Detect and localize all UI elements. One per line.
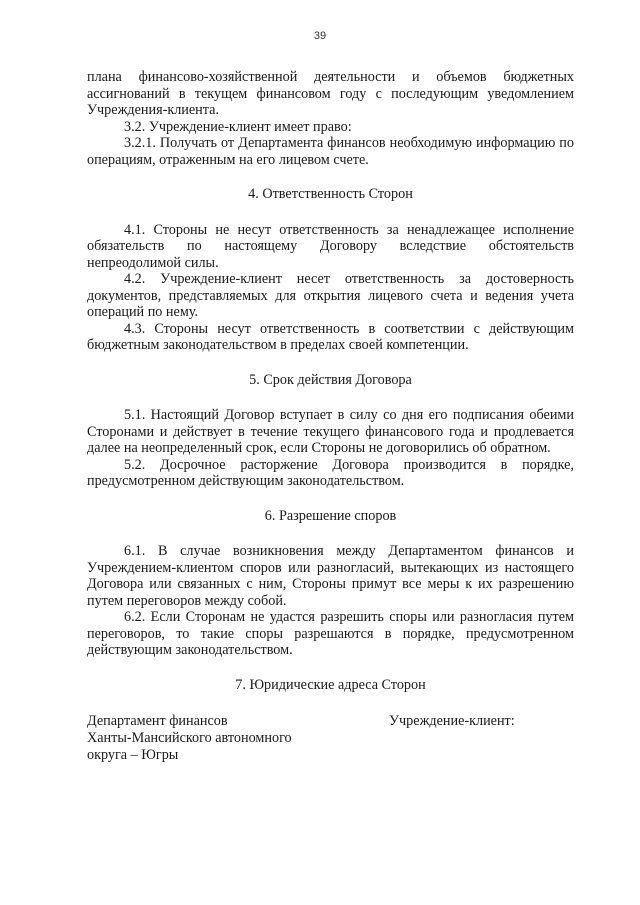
clause-5-2: 5.2. Досрочное расторжение Договора производится в порядке, предусмотренном действующим законодательством.	[87, 456, 574, 489]
section-5-heading: 5. Срок действия Договора	[249, 371, 412, 388]
finance-department-line-1: Департамент финансов	[87, 713, 228, 729]
section-4-heading: 4. Ответственность Сторон	[248, 186, 413, 202]
client-institution-line-1: Учреждение-клиент:	[389, 713, 515, 729]
intro-paragraph: плана финансово-хозяйственной деятельности и объемов бюджетных ассигнований в текущем финансовом году с последующим уведомлением Учреждения-клиента.	[87, 69, 574, 118]
clause-4-3: 4.3. Стороны несут ответственность в соответствии с действующим бюджетным законодательством в пределах своей компетенции.	[87, 320, 574, 353]
section-6-heading: 6. Разрешение споров	[264, 507, 397, 524]
section-7-heading: 7. Юридические адреса Сторон	[235, 676, 426, 693]
clause-6-2: 6.2. Если Сторонам не удастся разрешить споры или разногласия путем переговоров, то такие споры разрешаются в порядке, предусмотренном действующим законодательством.	[87, 609, 574, 658]
finance-department-address	[87, 713, 337, 764]
finance-department-line-2: Ханты-Мансийского автономного	[87, 730, 292, 746]
legal-addresses	[87, 713, 574, 773]
finance-department-line-3: округа – Югры	[87, 747, 179, 763]
document-body	[87, 69, 574, 773]
clause-3-2: 3.2. Учреждение-клиент имеет право:	[124, 118, 352, 135]
clause-3-2-1: 3.2.1. Получать от Департамента финансов необходимую информацию по операциям, отраженным на его лицевом счете.	[87, 135, 574, 168]
clause-5-1: 5.1. Настоящий Договор вступает в силу со дня его подписания обеими Сторонами и действует в течение текущего финансового года и продлевается далее на неопределенный срок, если Стороны не договорились об обратном.	[87, 407, 574, 456]
page-number: 39	[313, 30, 327, 42]
client-institution-address	[389, 713, 579, 730]
clause-6-1: 6.1. В случае возникновения между Департаментом финансов и Учреждением-клиентом споров или разногласий, вытекающих из настоящего Договора или связанных с ним, Стороны примут все меры к их разрешению путем переговоров между собой.	[87, 543, 574, 609]
clause-4-2: 4.2. Учреждение-клиент несет ответственность за достоверность документов, представляемых для открытия лицевого счета и ведения учета операций по нему.	[87, 271, 574, 320]
clause-4-1: 4.1. Стороны не несут ответственность за ненадлежащее исполнение обязательств по настоящему Договору вследствие обстоятельств непреодолимой силы.	[87, 221, 574, 271]
